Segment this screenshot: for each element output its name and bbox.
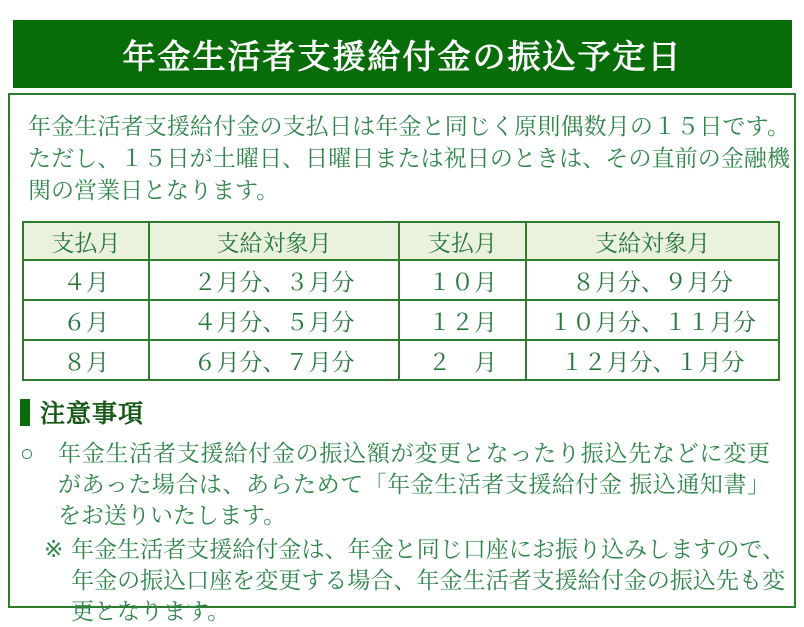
table-cell: ８月分、９月分: [526, 260, 779, 300]
table-cell: １０月: [399, 260, 526, 300]
table-cell: ６月: [23, 300, 149, 340]
target-months-header: 支給対象月: [149, 222, 399, 260]
table-cell: ４月分、５月分: [149, 300, 399, 340]
note-text: 年金生活者支援給付金の振込額が変更となったり振込先などに変更があった場合は、あらためて「年金生活者支援給付金 振込通知書」をお送りいたします。: [58, 440, 770, 528]
note-item-circle: [20, 438, 794, 531]
table-row: [23, 340, 779, 380]
section-marker-bar: [20, 399, 30, 426]
content-frame: [8, 93, 796, 624]
notes-section-heading: [20, 394, 794, 430]
table-row: [23, 300, 779, 340]
table-cell: ６月分、７月分: [149, 340, 399, 380]
table-cell: ２月分、３月分: [149, 260, 399, 300]
table-cell: ２ 月: [399, 340, 526, 380]
intro-paragraph: 年金生活者支援給付金の支払日は年金と同じく原則偶数月の１５日です。ただし、１５日が土曜日、日曜日または祝日のときは、その直前の金融機関の営業日となります。: [28, 113, 790, 203]
page-title: 年金生活者支援給付金の振込予定日: [122, 37, 683, 75]
table-cell: １２月分、１月分: [526, 340, 779, 380]
table-row: [23, 260, 779, 300]
page-title-banner: [13, 20, 792, 88]
payment-schedule-table: [22, 221, 780, 381]
payment-month-header: 支払月: [23, 222, 149, 260]
note-item-asterisk: [44, 534, 794, 627]
note-text: 年金生活者支援給付金は、年金と同じ口座にお振り込みしますので、年金の振込口座を変更する場合、年金生活者支援給付金の振込先も変更となります。: [71, 536, 785, 624]
table-header-row: [23, 222, 779, 260]
notes-heading-text: 注意事項: [40, 400, 145, 428]
target-months-header: 支給対象月: [526, 222, 779, 260]
table-cell: １２月: [399, 300, 526, 340]
reference-mark: ※: [44, 536, 64, 562]
payment-month-header: 支払月: [399, 222, 526, 260]
table-cell: １０月分、１１月分: [526, 300, 779, 340]
circle-bullet-marker: ○: [20, 440, 34, 466]
table-cell: ４月: [23, 260, 149, 300]
table-cell: ８月: [23, 340, 149, 380]
